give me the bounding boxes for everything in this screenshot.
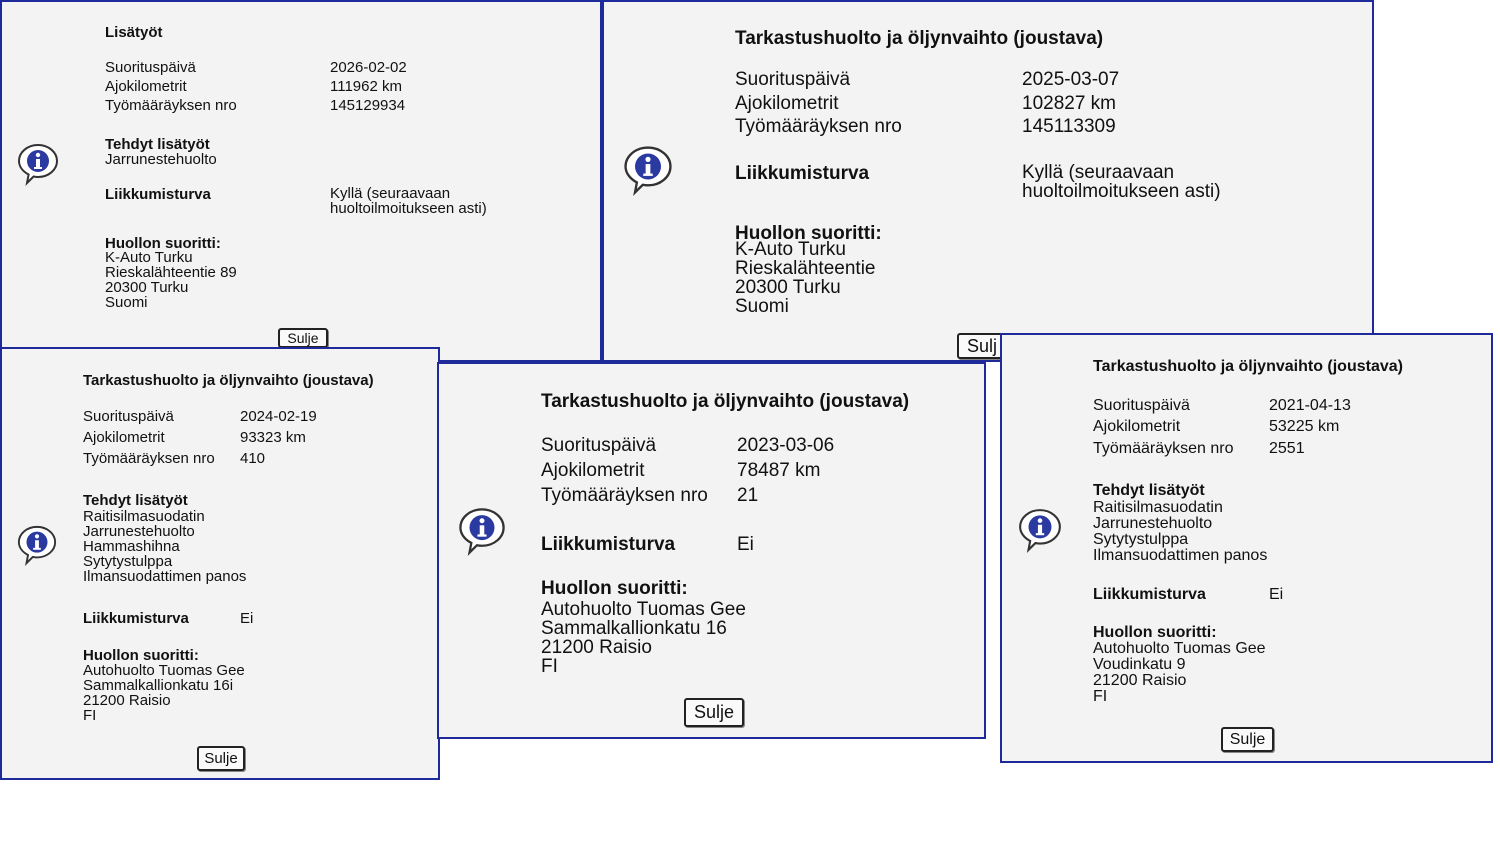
date-value: 2024-02-19 — [240, 408, 317, 425]
performer-address: K-Auto Turku Rieskalähteentie 20300 Turku Suomi — [735, 239, 876, 317]
performer-label: Huollon suoritti: — [735, 223, 882, 244]
service-dialog-2023 — [437, 362, 986, 739]
service-dialog-2021 — [1000, 333, 1493, 763]
date-label: Suorituspäivä — [1093, 397, 1190, 414]
performer-address: Autohuolto Tuomas Gee Sammalkallionkatu 16i 21200 Raisio FI — [83, 662, 245, 724]
performer-label: Huollon suoritti: — [541, 578, 688, 599]
date-label: Suorituspäivä — [735, 69, 851, 90]
date-value: 2021-04-13 — [1269, 397, 1351, 414]
performer-address: Autohuolto Tuomas Gee Voudinkatu 9 21200 Raisio FI — [1093, 640, 1266, 705]
km-value: 53225 km — [1269, 418, 1340, 435]
order-label: Työmääräyksen nro — [105, 97, 237, 114]
close-button[interactable]: Sulje — [197, 746, 245, 771]
extra-work-items: Raitisilmasuodatin Jarrunestehuolto Sytytystulppa Ilmansuodattimen panos — [1093, 499, 1268, 564]
performer-label: Huollon suoritti: — [105, 235, 221, 252]
info-icon — [622, 144, 674, 201]
order-label: Työmääräyksen nro — [735, 116, 902, 137]
service-dialog-2026 — [0, 0, 602, 362]
order-label: Työmääräyksen nro — [1093, 440, 1234, 457]
date-label: Suorituspäivä — [83, 408, 174, 425]
order-value: 21 — [737, 485, 759, 506]
extra-work-items: Raitisilmasuodatin Jarrunestehuolto Hammashihna Sytytystulppa Ilmansuodattimen panos — [83, 508, 247, 585]
guarantee-value: Kyllä (seuraavaan huoltoilmoitukseen asti) — [330, 185, 487, 217]
info-icon — [1017, 507, 1063, 558]
guarantee-value: Kyllä (seuraavaan huoltoilmoitukseen asti) — [1022, 162, 1221, 202]
km-label: Ajokilometrit — [83, 429, 165, 446]
km-label: Ajokilometrit — [735, 93, 839, 114]
dialog-title: Tarkastushuolto ja öljynvaihto (joustava) — [735, 28, 1104, 49]
km-label: Ajokilometrit — [105, 78, 187, 95]
close-button[interactable]: Sulj — [957, 333, 1017, 359]
guarantee-value: Ei — [1269, 586, 1284, 603]
extra-work-label: Tehdyt lisätyöt — [1093, 482, 1205, 499]
performer-label: Huollon suoritti: — [83, 647, 199, 664]
order-label: Työmääräyksen nro — [541, 485, 708, 506]
date-value: 2026-02-02 — [330, 59, 407, 76]
performer-address: Autohuolto Tuomas Gee Sammalkallionkatu 16 21200 Raisio FI — [541, 599, 746, 677]
close-button[interactable]: Sulje — [1221, 727, 1274, 752]
order-value: 2551 — [1269, 440, 1305, 457]
order-label: Työmääräyksen nro — [83, 450, 215, 467]
km-value: 93323 km — [240, 429, 306, 446]
date-value: 2023-03-06 — [737, 435, 835, 456]
guarantee-label: Liikkumisturva — [105, 186, 211, 203]
guarantee-value: Ei — [240, 610, 254, 627]
order-value: 145129934 — [330, 97, 406, 114]
performer-address: K-Auto Turku Rieskalähteentie 89 20300 Turku Suomi — [105, 249, 237, 311]
dialog-title: Lisätyöt — [105, 24, 163, 41]
guarantee-label: Liikkumisturva — [735, 163, 870, 184]
dialog-title: Tarkastushuolto ja öljynvaihto (joustava) — [1093, 358, 1403, 375]
guarantee-label: Liikkumisturva — [83, 610, 189, 627]
service-dialog-2024 — [0, 347, 440, 780]
km-value: 102827 km — [1022, 93, 1117, 114]
dialog-title: Tarkastushuolto ja öljynvaihto (joustava) — [541, 391, 910, 412]
close-button[interactable]: Sulje — [278, 328, 328, 348]
km-value: 78487 km — [737, 460, 821, 481]
dialog-title: Tarkastushuolto ja öljynvaihto (joustava) — [83, 372, 374, 389]
extra-work-items: Jarrunestehuolto — [105, 151, 217, 168]
close-button[interactable]: Sulje — [684, 698, 744, 727]
order-value: 410 — [240, 450, 266, 467]
guarantee-value: Ei — [737, 534, 754, 555]
service-dialog-2025 — [602, 0, 1374, 362]
performer-label: Huollon suoritti: — [1093, 624, 1217, 641]
info-icon — [16, 142, 60, 191]
extra-work-label: Tehdyt lisätyöt — [83, 492, 188, 509]
date-value: 2025-03-07 — [1022, 69, 1120, 90]
order-value: 145113309 — [1022, 116, 1116, 137]
km-label: Ajokilometrit — [541, 460, 645, 481]
info-icon — [16, 524, 58, 571]
guarantee-label: Liikkumisturva — [1093, 586, 1206, 603]
info-icon — [457, 506, 507, 561]
km-label: Ajokilometrit — [1093, 418, 1181, 435]
extra-work-label: Tehdyt lisätyöt — [105, 136, 210, 153]
date-label: Suorituspäivä — [105, 59, 196, 76]
date-label: Suorituspäivä — [541, 435, 657, 456]
km-value: 111962 km — [330, 78, 402, 95]
guarantee-label: Liikkumisturva — [541, 534, 676, 555]
